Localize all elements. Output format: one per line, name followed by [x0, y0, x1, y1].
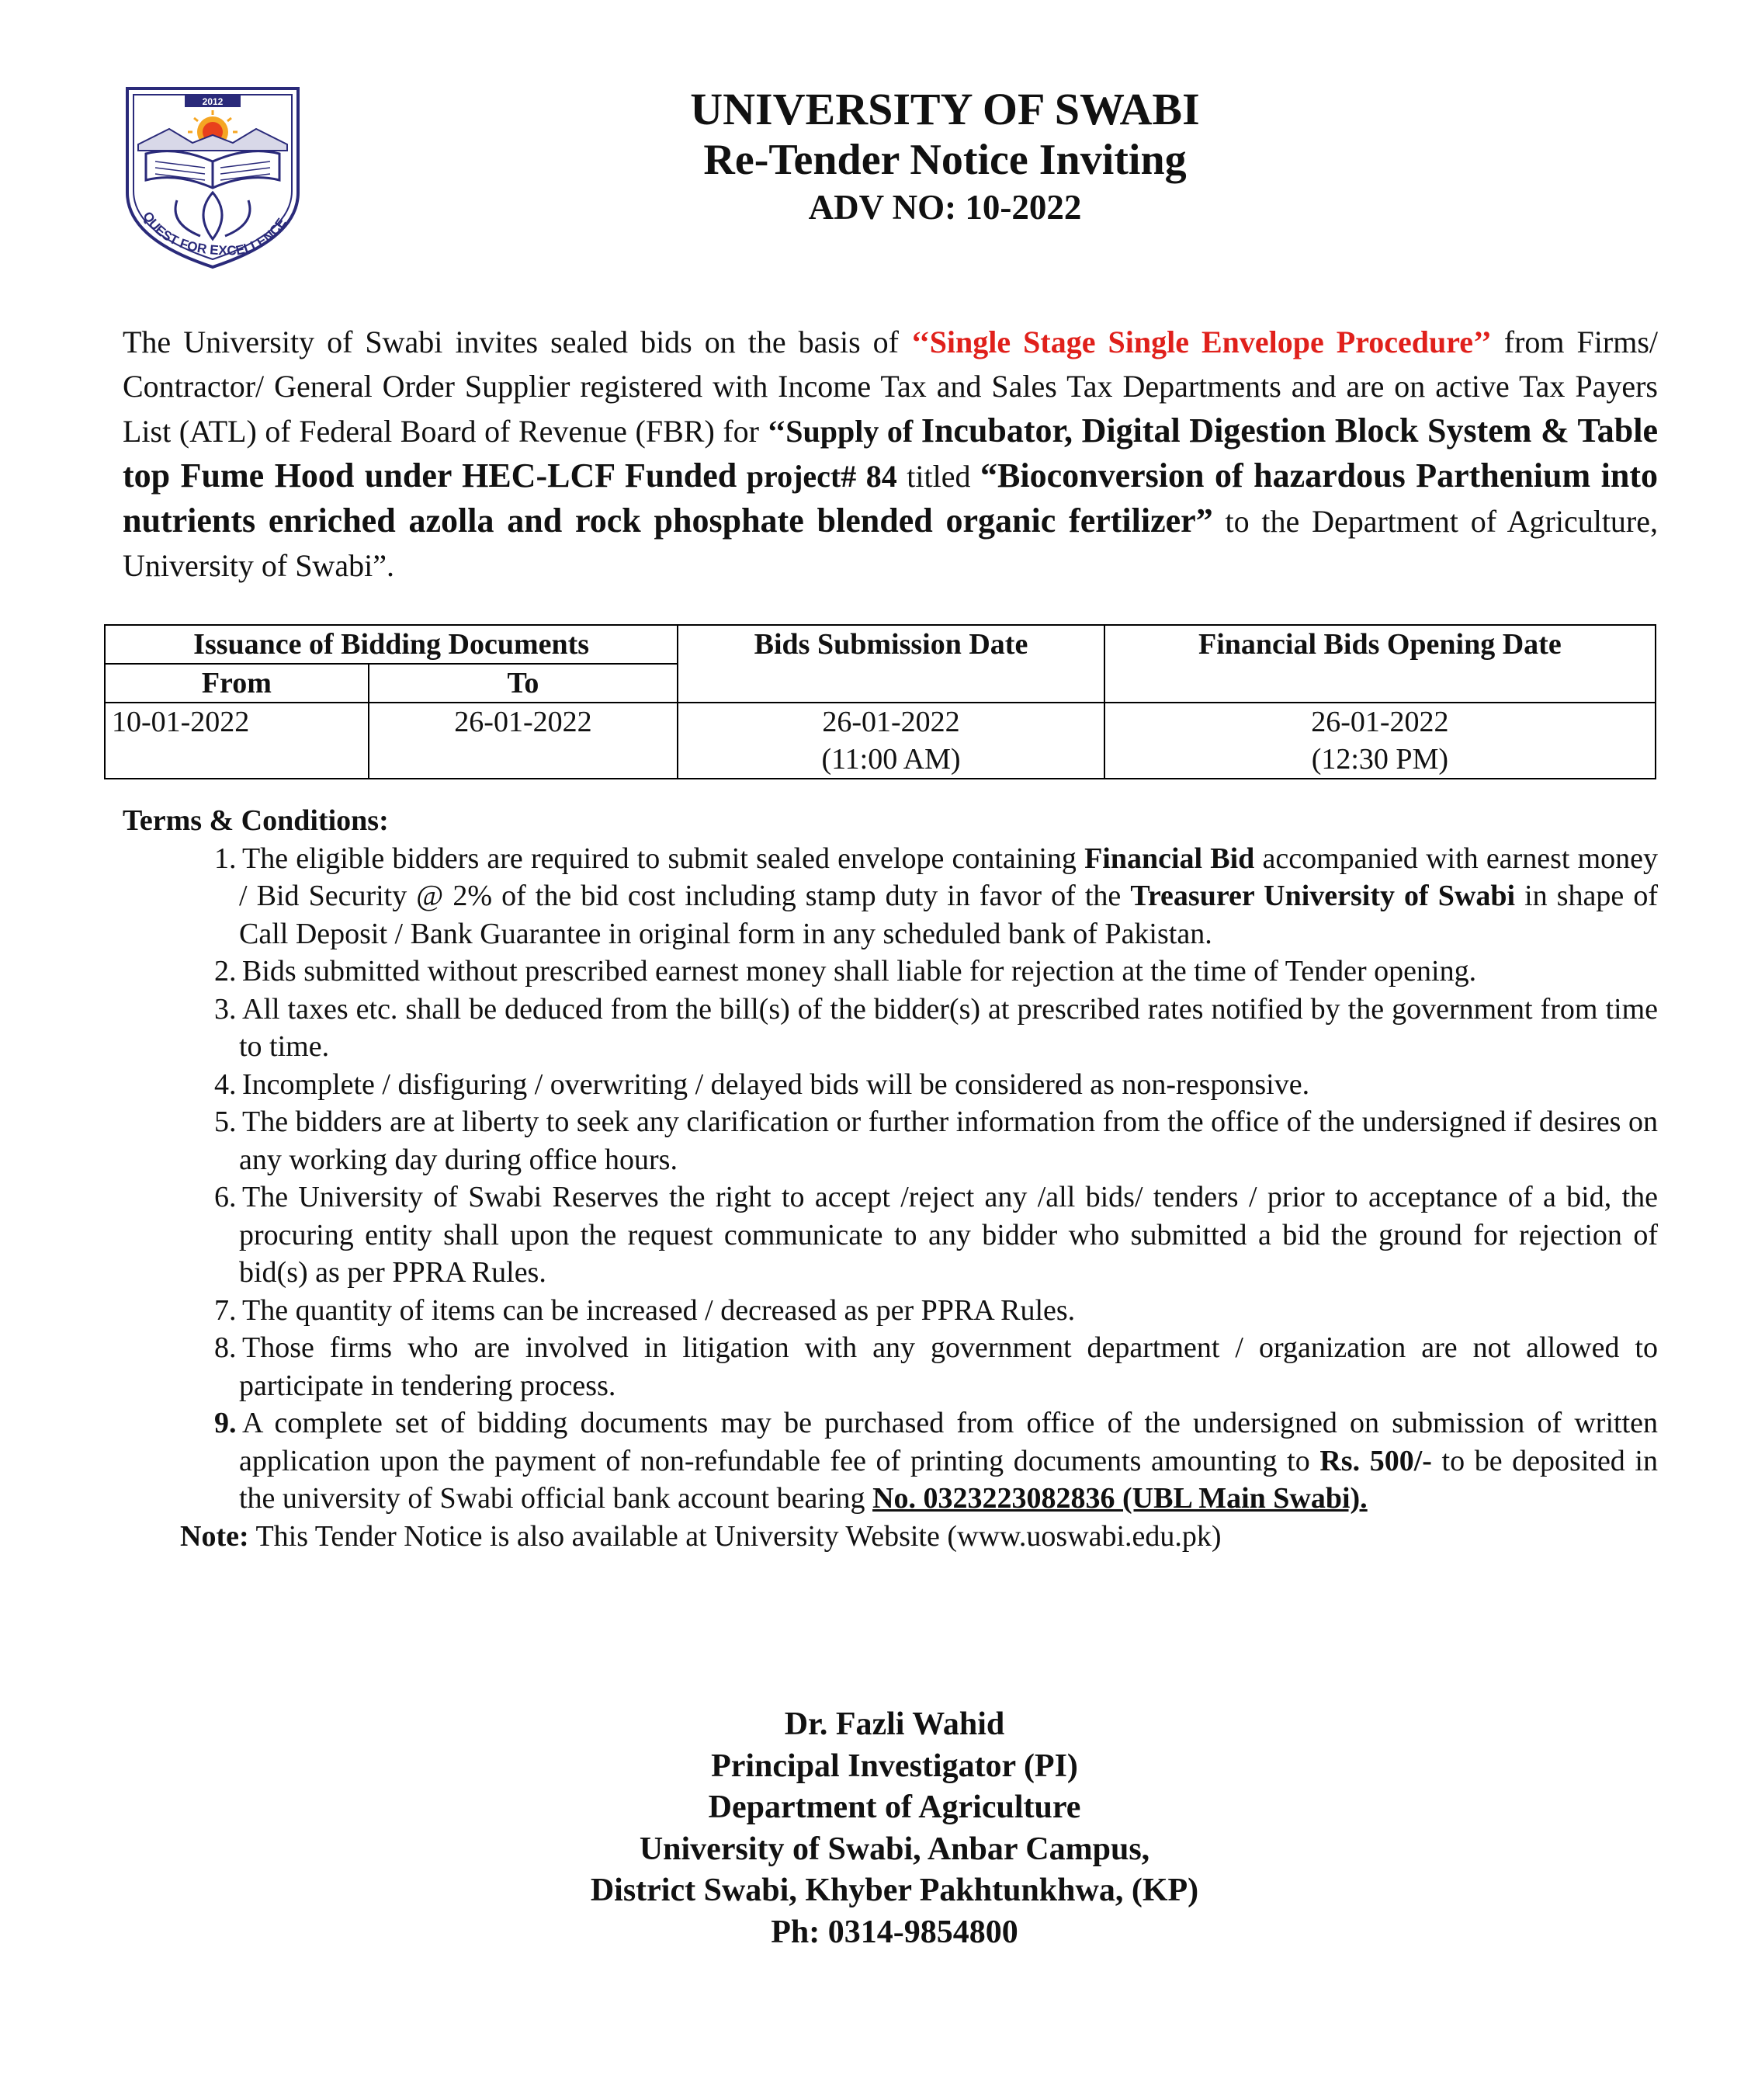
schedule-table	[104, 624, 1656, 779]
signatory-name: Dr. Fazli Wahid	[784, 1706, 1005, 1742]
opening-date: 26-01-2022	[1311, 706, 1449, 738]
signature-block	[0, 1704, 1758, 1953]
intro-text-4: to the Department of Agriculture, University of Swabi”.	[123, 504, 1659, 583]
intro-paragraph	[123, 320, 1658, 588]
term-8-text: Those firms who are involved in litigation with any government department / organization are not allowed to participate in tendering process.	[239, 1331, 1658, 1402]
opening-time: (12:30 PM)	[1311, 743, 1449, 776]
header-issuance: Issuance of Bidding Documents	[105, 625, 678, 664]
term-9-fee: Rs. 500/-	[1319, 1444, 1432, 1477]
signatory-phone: Ph: 0314-9854800	[771, 1914, 1018, 1950]
term-5-text: The bidders are at liberty to seek any clarification or further information from the office of the undersigned if desires on any working day during office hours.	[239, 1106, 1658, 1176]
item-number: 8.	[214, 1331, 237, 1364]
university-name: UNIVERSITY OF SWABI	[690, 84, 1200, 134]
list-item	[123, 840, 1658, 953]
signatory-campus: University of Swabi, Anbar Campus,	[639, 1831, 1150, 1867]
header-from: From	[105, 664, 369, 703]
item-number: 1.	[214, 842, 237, 875]
supply-items: Incubator, Digital Digestion Block System & Table top Fume Hood under HEC-LCF Funded	[123, 411, 1659, 495]
note	[123, 1518, 1658, 1556]
list-item	[123, 1329, 1658, 1404]
cell-from: 10-01-2022	[105, 703, 369, 779]
submission-date: 26-01-2022	[822, 706, 960, 738]
term-1-text-c: accompanied with earnest money / Bid Security @ 2% of the bid cost including stamp duty in favor of the	[239, 842, 1659, 912]
item-number: 9.	[214, 1407, 237, 1439]
note-text: This Tender Notice is also available at University Website (www.uoswabi.edu.pk)	[248, 1519, 1222, 1553]
list-item	[123, 1178, 1658, 1292]
submission-time: (11:00 AM)	[821, 743, 961, 776]
header-submission: Bids Submission Date	[678, 625, 1104, 703]
project-number: project# 84	[737, 459, 897, 494]
note-label: Note:	[180, 1519, 249, 1553]
notice-title: Re-Tender Notice Inviting	[703, 136, 1187, 184]
logo-motto: QUEST FOR EXCELLENCE	[140, 209, 290, 259]
cell-opening	[1104, 703, 1656, 779]
term-9-text-a: A complete set of bidding documents may be purchased from office of the undersigned on submission of written application upon the payment of non-refundable fee of printing documents amounting to	[239, 1407, 1658, 1477]
signatory-district: District Swabi, Khyber Pakhtunkhwa, (KP)	[590, 1873, 1199, 1908]
term-7-text: The quantity of items can be increased / decreased as per PPRA Rules.	[242, 1293, 1076, 1327]
term-2-text: Bids submitted without prescribed earnest money shall liable for rejection at the time of Tender opening.	[242, 955, 1477, 988]
item-number: 3.	[214, 992, 237, 1026]
term-1-financial-bid: Financial Bid	[1084, 842, 1255, 875]
term-1-text-e: in shape of Call Deposit / Bank Guarantee in original form in any scheduled bank of Pakistan.	[239, 880, 1658, 950]
list-item	[123, 953, 1658, 991]
signatory-designation: Principal Investigator (PI)	[711, 1748, 1078, 1784]
advertisement-number: ADV NO: 10-2022	[808, 188, 1082, 227]
supply-prefix: ‘‘Supply of	[767, 414, 921, 449]
item-number: 6.	[214, 1181, 237, 1213]
list-item	[123, 991, 1658, 1066]
item-number: 2.	[214, 955, 237, 988]
item-number: 4.	[214, 1067, 237, 1101]
term-4-text: Incomplete / disfiguring / overwriting / delayed bids will be considered as non-responsive.	[242, 1067, 1310, 1101]
cell-to: 26-01-2022	[369, 703, 678, 779]
intro-text-2: from Firms/ Contractor/ General Order Supplier registered with Income Tax and Sales Tax Departments and are on active Tax Payers List (ATL) of Federal Board of Revenue (FBR) for	[123, 325, 1658, 449]
term-9-account: No. 0323223082836 (UBL Main Swabi).	[872, 1482, 1368, 1515]
terms-heading: Terms & Conditions:	[123, 804, 389, 837]
signatory-department: Department of Agriculture	[708, 1789, 1081, 1825]
term-1-text-a: The eligible bidders are required to submit sealed envelope containing	[242, 842, 1085, 875]
intro-text-3: titled	[896, 459, 980, 494]
header-to: To	[369, 664, 678, 703]
term-9-text-c: to be deposited in the university of Swabi official bank account bearing	[239, 1444, 1658, 1515]
logo-year: 2012	[202, 96, 224, 107]
term-3-text: All taxes etc. shall be deduced from the bill(s) of the bidder(s) at prescribed rates notified by the government from time to time.	[239, 992, 1658, 1063]
project-title: “Bioconversion of hazardous Parthenium into nutrients enriched azolla and rock phosphate blended organic fertilizer”	[123, 456, 1658, 540]
intro-text-1: The University of Swabi invites sealed bids on the basis of	[123, 325, 912, 359]
terms-list	[123, 840, 1658, 1518]
procedure-name: ‘‘Single Stage Single Envelope Procedure’’	[911, 325, 1492, 359]
item-number: 7.	[214, 1293, 237, 1327]
terms-section	[123, 802, 1658, 1555]
cell-submission	[678, 703, 1104, 779]
list-item	[123, 1404, 1658, 1518]
table-row	[105, 703, 1656, 779]
item-number: 5.	[214, 1106, 237, 1138]
list-item	[123, 1103, 1658, 1178]
term-6-text: The University of Swabi Reserves the right to accept /reject any /all bids/ tenders / prior to acceptance of a bid, the procuring entity shall upon the request communicate to any bidder who submitted a bid the ground for rejection of bid(s) as per PPRA Rules.	[239, 1181, 1658, 1289]
notice-header	[0, 84, 1758, 230]
table-header-row	[105, 625, 1656, 664]
list-item	[123, 1066, 1658, 1104]
term-1-treasurer: Treasurer University of Swabi	[1130, 880, 1516, 912]
list-item	[123, 1292, 1658, 1330]
header-opening: Financial Bids Opening Date	[1104, 625, 1656, 703]
